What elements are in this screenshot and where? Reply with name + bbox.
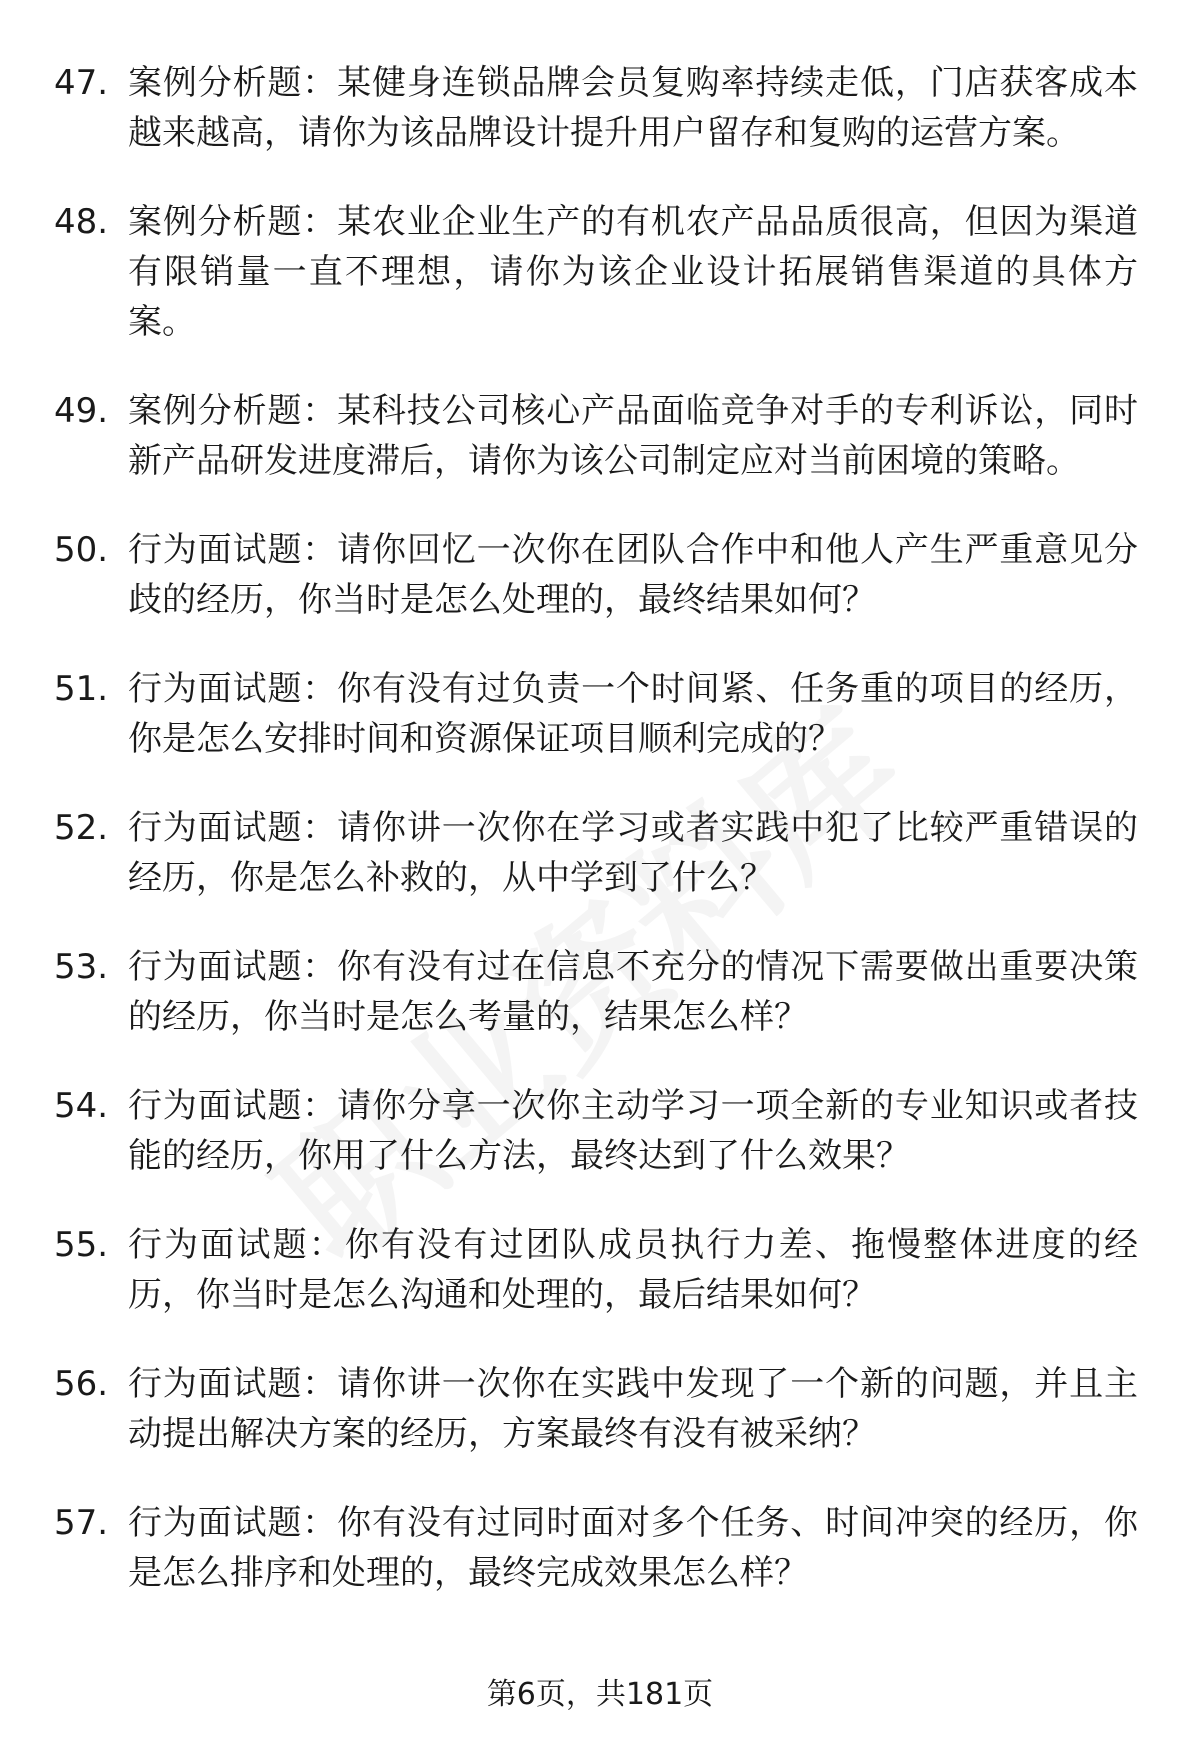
- question-text: 行为面试题：你有没有过负责一个时间紧、任务重的项目的经历，你是怎么安排时间和资源保证项目顺利完成的？: [128, 669, 1138, 759]
- question-item: [54, 525, 1144, 625]
- question-number: 52.: [54, 808, 109, 848]
- question-text: 行为面试题：你有没有过在信息不充分的情况下需要做出重要决策的经历，你当时是怎么考量的，结果怎么样？: [128, 947, 1138, 1037]
- question-text: 行为面试题：你有没有过同时面对多个任务、时间冲突的经历，你是怎么排序和处理的，最终完成效果怎么样？: [128, 1503, 1138, 1593]
- question-item: [54, 1359, 1144, 1459]
- question-text: 案例分析题：某健身连锁品牌会员复购率持续走低，门店获客成本越来越高，请你为该品牌设计提升用户留存和复购的运营方案。: [128, 63, 1138, 153]
- question-number: 48.: [54, 202, 109, 242]
- question-item: [54, 942, 1144, 1042]
- question-number: 54.: [54, 1086, 109, 1126]
- question-text: 案例分析题：某科技公司核心产品面临竞争对手的专利诉讼，同时新产品研发进度滞后，请你为该公司制定应对当前困境的策略。: [128, 391, 1138, 481]
- question-item: [54, 803, 1144, 903]
- page-number-footer: 第6页，共181页: [486, 1677, 714, 1712]
- question-text: 行为面试题：请你回忆一次你在团队合作中和他人产生严重意见分歧的经历，你当时是怎么处理的，最终结果如何？: [128, 530, 1138, 620]
- question-number: 49.: [54, 391, 109, 431]
- question-item: [54, 58, 1144, 158]
- question-text: 行为面试题：请你讲一次你在学习或者实践中犯了比较严重错误的经历，你是怎么补救的，从中学到了什么？: [128, 808, 1138, 898]
- question-number: 55.: [54, 1225, 109, 1265]
- question-number: 53.: [54, 947, 109, 987]
- question-list: [54, 58, 1144, 1637]
- question-item: [54, 197, 1144, 347]
- question-text: 行为面试题：请你讲一次你在实践中发现了一个新的问题，并且主动提出解决方案的经历，方案最终有没有被采纳？: [128, 1364, 1138, 1454]
- question-item: [54, 1081, 1144, 1181]
- question-item: [54, 1498, 1144, 1598]
- question-text: 案例分析题：某农业企业生产的有机农产品品质很高，但因为渠道有限销量一直不理想，请你为该企业设计拓展销售渠道的具体方案。: [128, 202, 1138, 342]
- question-number: 51.: [54, 669, 109, 709]
- question-item: [54, 664, 1144, 764]
- question-number: 50.: [54, 530, 109, 570]
- question-number: 57.: [54, 1503, 109, 1543]
- question-text: 行为面试题：请你分享一次你主动学习一项全新的专业知识或者技能的经历，你用了什么方法，最终达到了什么效果？: [128, 1086, 1138, 1176]
- question-number: 47.: [54, 63, 109, 103]
- question-text: 行为面试题：你有没有过团队成员执行力差、拖慢整体进度的经历，你当时是怎么沟通和处理的，最后结果如何？: [128, 1225, 1138, 1315]
- question-item: [54, 386, 1144, 486]
- question-number: 56.: [54, 1364, 109, 1404]
- question-item: [54, 1220, 1144, 1320]
